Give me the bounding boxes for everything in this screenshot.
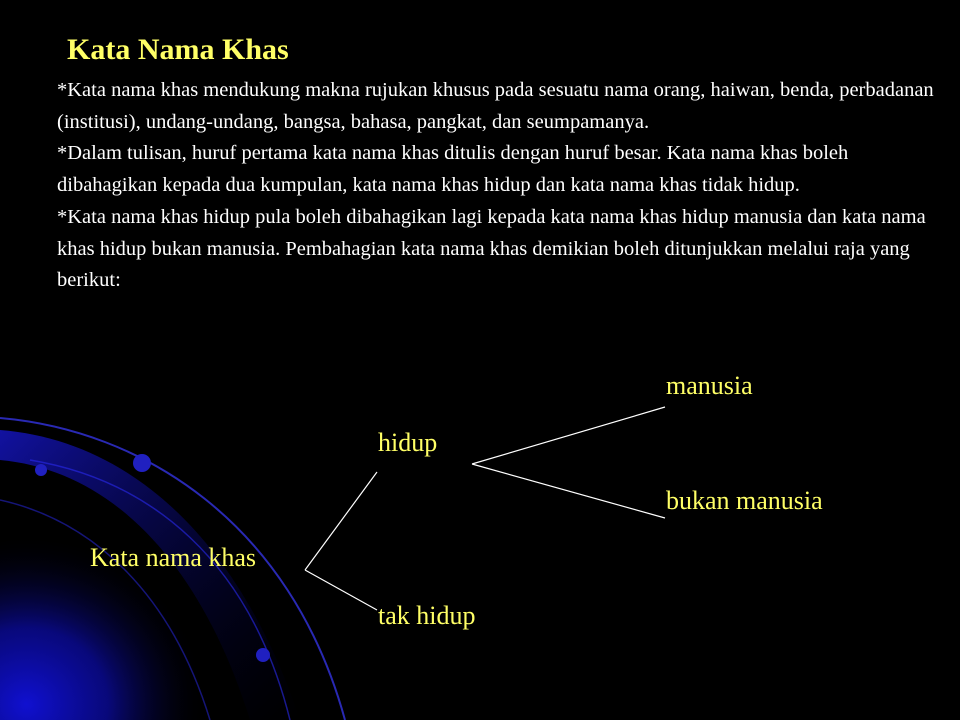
- tree-node-manusia: manusia: [666, 371, 753, 400]
- slide-title: Kata Nama Khas: [67, 33, 289, 66]
- tree-node-hidup: hidup: [378, 428, 438, 457]
- paragraph: *Kata nama khas hidup pula boleh dibahagikan lagi kepada kata nama khas hidup manusia dan kata nama khas hidup bukan manusia. Pembahagian kata nama khas demikian boleh ditunjukkan melalui raja yang berikut:: [57, 205, 926, 292]
- decor-dot: [256, 648, 270, 662]
- tree-node-tak-hidup: tak hidup: [378, 601, 476, 630]
- body-text: [57, 75, 937, 297]
- paragraph: *Dalam tulisan, huruf pertama kata nama khas ditulis dengan huruf besar. Kata nama khas boleh dibahagikan kepada dua kumpulan, kata nama khas hidup dan kata nama khas tidak hidup.: [57, 142, 849, 197]
- decor-dot: [133, 454, 151, 472]
- tree-node-bukan-manusia: bukan manusia: [666, 486, 823, 515]
- paragraph: *Kata nama khas mendukung makna rujukan khusus pada sesuatu nama orang, haiwan, benda, perbadanan (institusi), undang-undang, bangsa, bahasa, pangkat, dan seumpamanya.: [57, 79, 934, 133]
- decor-dot: [35, 464, 47, 476]
- tree-node-root: Kata nama khas: [90, 543, 257, 572]
